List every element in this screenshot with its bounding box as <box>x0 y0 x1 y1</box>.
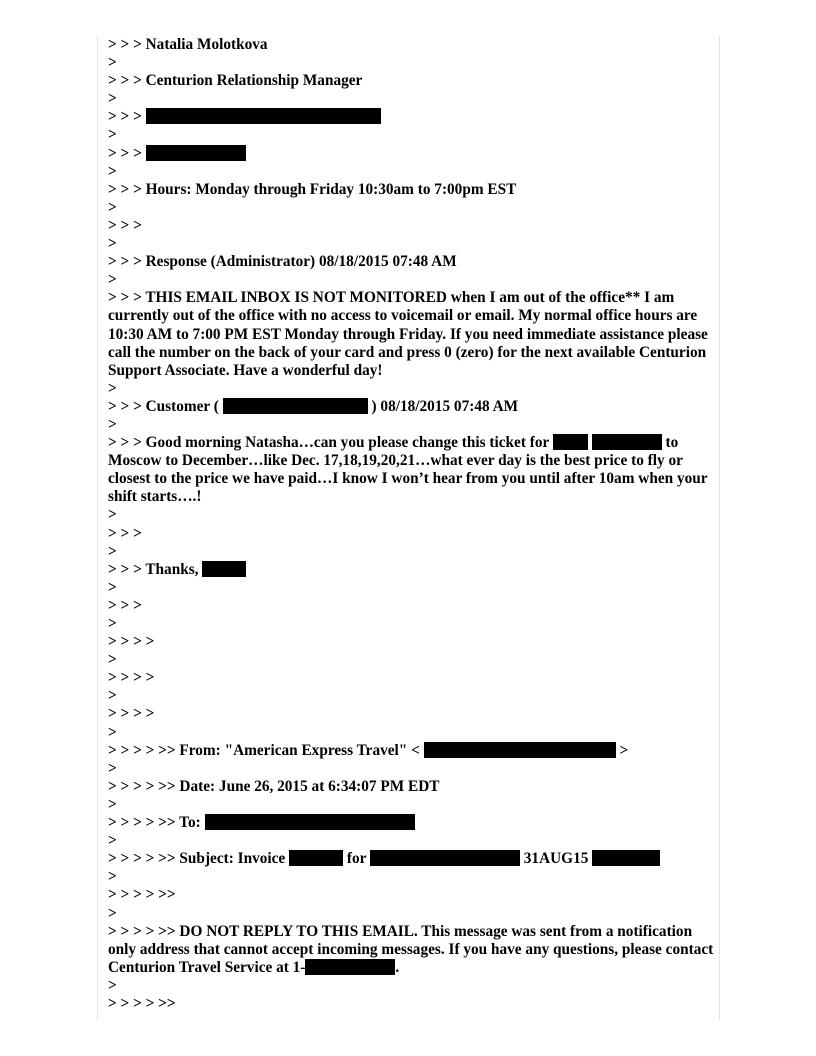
customer-body-end: to Moscow to December…like Dec. 17,18,19,20,21…what ever day is the best price to fly or closest to the price we have paid…I know I won’t hear from you until after 10am when your shift starts….! <box>108 434 712 506</box>
redaction-box <box>223 398 368 414</box>
from-label: > > > > >> From: "American Express Travel" < <box>108 741 424 759</box>
thanks-line <box>108 561 714 579</box>
quote-marker: > <box>108 415 117 433</box>
email-thread <box>108 36 718 1013</box>
blank-quote-line: > > > <box>108 216 142 234</box>
blank-quote-line: > > > > <box>108 669 155 687</box>
redaction-box <box>146 108 381 124</box>
response-header: > > > Response (Administrator) 08/18/2015 07:48 AM <box>108 253 457 271</box>
redaction-box <box>146 145 246 161</box>
quote-marker: > <box>108 904 117 922</box>
signature-name: > > > Natalia Molotkova <box>108 36 268 53</box>
signature-title: > > > Centurion Relationship Manager <box>108 72 363 90</box>
redaction-box <box>553 434 588 450</box>
quote-prefix: > > > <box>108 144 146 162</box>
quote-marker: > <box>108 54 117 72</box>
signature-redacted-line <box>108 108 714 126</box>
date-header: > > > > >> Date: June 26, 2015 at 6:34:07 PM EDT <box>108 777 440 795</box>
response-body: > > > THIS EMAIL INBOX IS NOT MONITORED when I am out of the office** I am currently out of the office with no access to voicemail or email. My normal office hours are 10:30 AM to 7:00 PM EST Monday through Friday. If you need immediate assistance please call the number on the back of your card and press 0 (zero) for the next available Centurion Support Associate. Have a wonderful day! <box>108 289 712 379</box>
quote-marker: > <box>108 651 117 669</box>
notice-body <box>108 922 718 977</box>
to-header <box>108 814 714 832</box>
quote-marker: > <box>108 162 117 180</box>
quote-marker: > <box>108 506 117 524</box>
quote-marker: > <box>108 976 117 994</box>
quote-marker: > <box>108 868 117 886</box>
subject-for: for <box>343 850 370 868</box>
quote-marker: > <box>108 198 117 216</box>
office-hours: > > > Hours: Monday through Friday 10:30am to 7:00pm EST <box>108 180 517 198</box>
quote-marker: > <box>108 795 117 813</box>
subject-date: 31AUG15 <box>519 850 593 868</box>
customer-body-start: > > > Good morning Natasha…can you please change this ticket for <box>108 434 553 452</box>
from-header <box>108 742 714 760</box>
quote-marker: > <box>108 832 117 850</box>
notice-text: > > > > >> DO NOT REPLY TO THIS EMAIL. This message was sent from a notification only address that cannot accept incoming messages. If you have any questions, please contact Centurion Travel Service at 1- <box>108 922 718 976</box>
quote-marker: > <box>108 615 117 632</box>
redaction-box <box>424 742 616 758</box>
quote-marker: > <box>108 126 117 144</box>
redaction-box <box>205 814 415 830</box>
customer-prefix: > > > Customer ( <box>108 397 223 415</box>
blank-quote-line: > > > > >> <box>108 994 176 1012</box>
redaction-box <box>202 561 246 577</box>
quote-marker: > <box>108 235 117 253</box>
redaction-box <box>305 959 395 975</box>
quote-marker: > <box>108 90 117 108</box>
notice-end: . <box>395 958 400 976</box>
quote-marker: > <box>108 723 117 741</box>
blank-quote-line: > > > > <box>108 705 155 723</box>
subject-label: > > > > >> Subject: Invoice <box>108 850 290 868</box>
customer-body <box>108 434 714 506</box>
quote-marker: > <box>108 759 117 777</box>
quote-prefix: > > > <box>108 108 146 126</box>
redaction-box <box>289 850 343 866</box>
from-close: > <box>615 741 629 759</box>
redaction-box <box>592 850 660 866</box>
quote-marker: > <box>108 271 117 289</box>
quote-marker: > <box>108 578 117 596</box>
redaction-box <box>592 434 662 450</box>
customer-header <box>108 398 714 416</box>
thanks-text: > > > Thanks, <box>108 560 203 578</box>
blank-quote-line: > > > <box>108 524 142 542</box>
signature-redacted-line <box>108 145 714 163</box>
quote-marker: > <box>108 542 117 560</box>
customer-timestamp: ) 08/18/2015 07:48 AM <box>367 397 519 415</box>
quote-marker: > <box>108 687 117 705</box>
blank-quote-line: > > > > <box>108 633 155 651</box>
to-label: > > > > >> To: <box>108 814 205 832</box>
subject-header <box>108 850 714 868</box>
redaction-box <box>370 850 520 866</box>
blank-quote-line: > > > > >> <box>108 886 176 904</box>
quote-marker: > <box>108 379 117 397</box>
blank-quote-line: > > > <box>108 596 142 614</box>
